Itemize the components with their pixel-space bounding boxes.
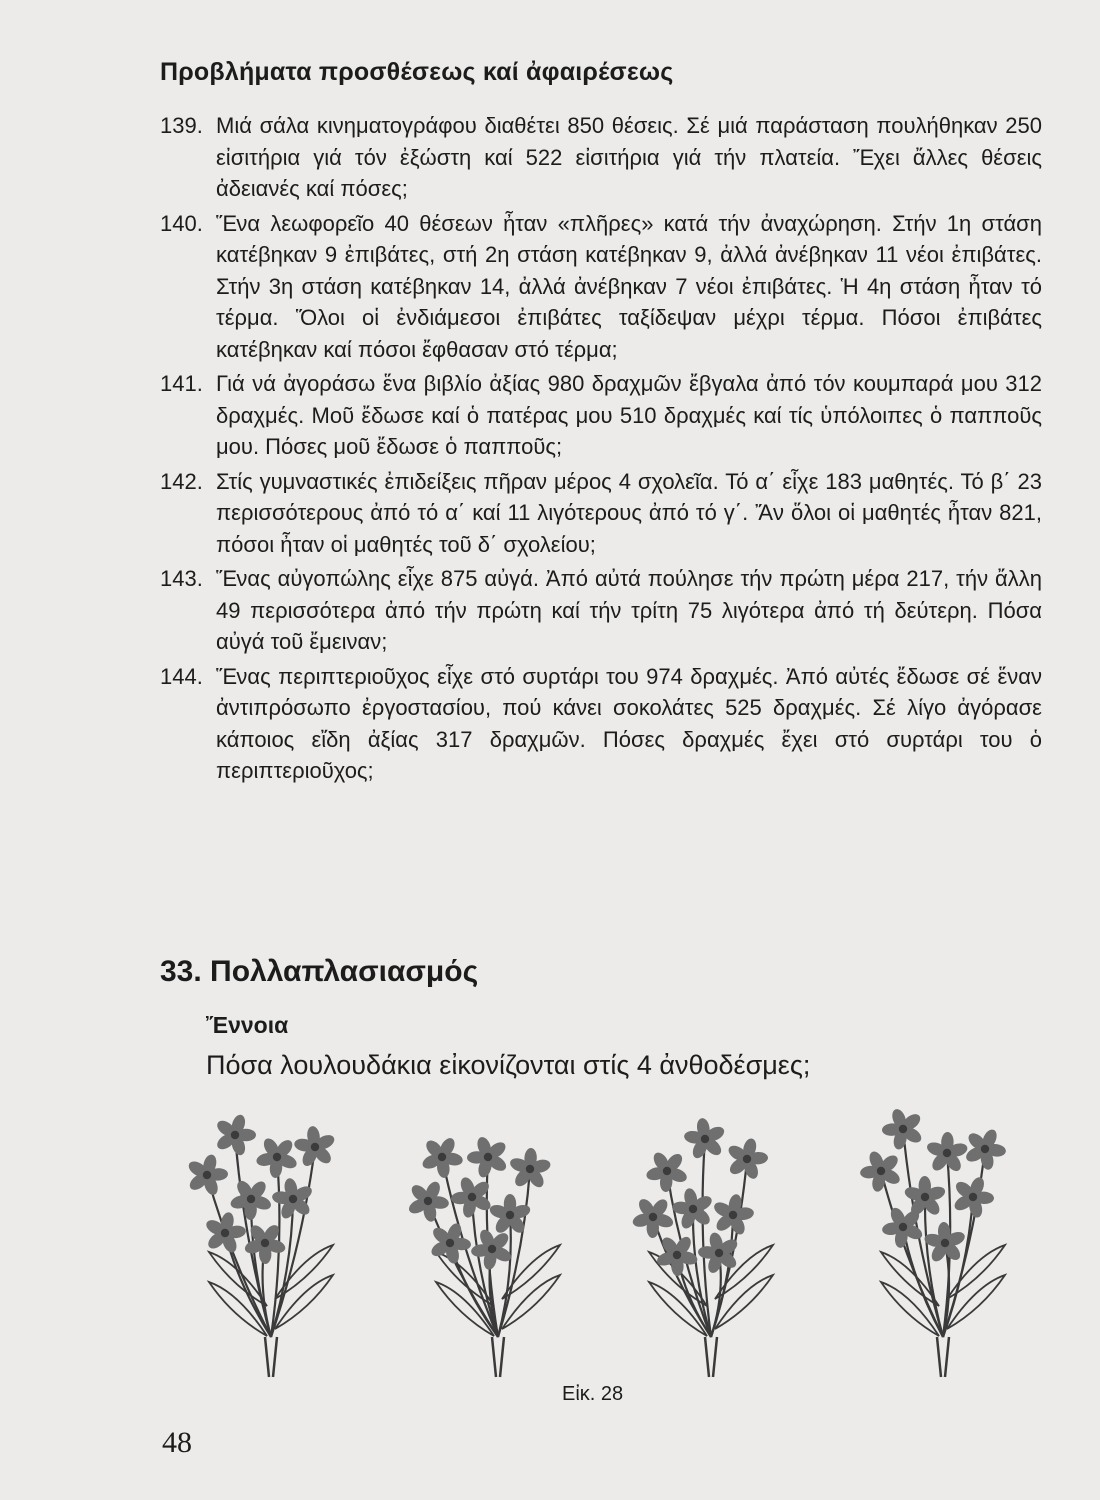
flower-center <box>526 1165 534 1173</box>
concept-label: Ἔννοια <box>206 1012 289 1038</box>
flower-center <box>289 1195 297 1203</box>
flower <box>860 1149 903 1193</box>
flower <box>214 1113 256 1157</box>
flower-center <box>649 1213 657 1221</box>
flower-center <box>899 1223 907 1231</box>
flower <box>631 1196 675 1238</box>
flower-center <box>663 1167 671 1175</box>
problem-number: 143. <box>160 566 203 591</box>
flower <box>229 1178 273 1220</box>
flower-center <box>673 1251 681 1259</box>
figure-caption: Εἰκ. 28 <box>562 1383 624 1405</box>
flower <box>726 1137 768 1181</box>
flower-bouquets-figure <box>165 1105 1025 1385</box>
leaf <box>502 1275 560 1329</box>
flower-center <box>943 1149 951 1157</box>
bouquet-handle <box>492 1337 504 1377</box>
flower-center <box>729 1211 737 1219</box>
problem-item <box>160 368 1042 463</box>
flower-center <box>921 1193 929 1201</box>
flower-center <box>689 1205 697 1213</box>
flower <box>645 1150 689 1192</box>
flower-center <box>899 1125 907 1133</box>
flower <box>964 1127 1007 1170</box>
bouquet-handle <box>705 1337 717 1377</box>
flower-center <box>231 1131 239 1139</box>
problem-item <box>160 661 1042 787</box>
flower-center <box>981 1145 989 1153</box>
flower-center <box>468 1193 476 1201</box>
flower <box>467 1135 509 1179</box>
leaf <box>715 1275 773 1329</box>
flower <box>470 1227 513 1270</box>
flower <box>204 1211 247 1255</box>
flower-center <box>743 1155 751 1163</box>
section-title: Προβλήματα προσθέσεως καί ἀφαιρέσεως <box>160 58 674 86</box>
question-text: Πόσα λουλουδάκια εἰκονίζονται στίς 4 ἀνθοδέσμες; <box>206 1050 811 1080</box>
problem-list <box>160 110 1042 790</box>
problem-text: Μιά σάλα κινηματογράφου διαθέτει 850 θέσεις. Σέ μιά παράσταση πουλήθηκαν 250 εἰσιτήρια γιά τόν ἐξώστη καί 522 εἰσιτήρια γιά τήν πλατεία. Ἔχει ἄλλες θέσεις ἀδειανές καί πόσες; <box>216 113 1042 201</box>
problem-number: 141. <box>160 371 203 396</box>
flower-center <box>311 1143 319 1151</box>
problem-number: 140. <box>160 210 203 236</box>
flower-center <box>941 1239 949 1247</box>
flower-center <box>488 1245 496 1253</box>
flower-center <box>203 1171 211 1179</box>
flower <box>882 1107 924 1151</box>
flower-center <box>247 1195 255 1203</box>
flower <box>429 1221 472 1265</box>
leaf <box>947 1275 1005 1329</box>
leaf <box>649 1282 707 1336</box>
flower <box>923 1222 967 1264</box>
flower-center <box>446 1239 454 1247</box>
bouquet-illustration <box>380 1105 590 1385</box>
flower-center <box>261 1239 269 1247</box>
flower <box>508 1148 552 1190</box>
problem-number: 139. <box>160 113 203 138</box>
problem-text: Στίς γυμναστικές ἐπιδείξεις πῆραν μέρος 4 σχολεῖα. Τό α΄ εἶχε 183 μαθητές. Τό β΄ 23 περισσότερους ἀπό τό α΄ καί 11 λιγότερους ἀπό τό γ΄. Ἄν ὅλοι οἱ μαθητές ἦταν 821, πόσοι ἦταν οἱ μαθητές τοῦ δ΄ σχολείου; <box>216 468 1042 557</box>
flower-center <box>484 1153 492 1161</box>
flower-center <box>969 1193 977 1201</box>
bouquet-illustration <box>165 1105 375 1385</box>
flower <box>186 1153 228 1197</box>
bouquet-handle <box>937 1337 949 1377</box>
flower <box>952 1175 994 1219</box>
problem-text: Γιά νά ἀγοράσω ἕνα βιβλίο ἀξίας 980 δραχμῶν ἔβγαλα ἀπό τόν κουμπαρά μου 312 δραχμές. Μοῦ ἔδωσε καί ὁ πατέρας μου 510 δραχμές καί τίς ὑπόλοιπες ὁ παπποῦς μου. Πόσες μοῦ ἔδωσε ὁ παπποῦς; <box>216 371 1042 459</box>
problem-item <box>160 466 1042 561</box>
flower <box>255 1136 299 1179</box>
flower <box>420 1136 463 1179</box>
bouquet-illustration <box>605 1105 815 1385</box>
flower <box>407 1179 450 1222</box>
bouquet-handle <box>265 1337 277 1377</box>
flower-center <box>715 1249 723 1257</box>
problem-text: Ἕνας περιπτεριοῦχος εἶχε στό συρτάρι του 974 δραχμές. Ἀπό αὐτές ἔδωσε σέ ἕναν ἀντιπρόσωπο ἐργοστασίου, πού κάνει σοκολάτες 525 δραχμές. Σέ λίγο ἀγόρασε κάποιος εἴδη ἀξίας 317 δραχμῶν. Πόσες δραχμές ἔχει στό συρτάρι του ὁ περιπτεριοῦχος; <box>216 663 1042 783</box>
flower-center <box>221 1229 229 1237</box>
problem-number: 142. <box>160 468 203 494</box>
flower-center <box>877 1167 885 1175</box>
flower-center <box>424 1197 432 1205</box>
problem-text: Ἕνα λεωφορεῖο 40 θέσεων ἦταν «πλῆρες» κατά τήν ἀναχώρηση. Στήν 1η στάση κατέβηκαν 9 ἐπιβάτες, στή 2η στάση κατέβηκαν 9, ἀλλά ἀνέβηκαν 11 νέοι ἐπιβάτες. Στήν 3η στάση κατέβηκαν 14, ἀλλά ἀνέβηκαν 7 νέοι ἐπιβάτες. Ἡ 4η στάση ἦταν τό τέρμα. Ὅλοι οἱ ἐνδιάμεσοι ἐπιβάτες ταξίδεψαν μέχρι τέρμα. Πόσοι ἐπιβάτες κατέβηκαν καί πόσοι ἔφθασαν στό τέρμα; <box>216 210 1042 362</box>
page-number: 48 <box>162 1426 192 1459</box>
bouquet-illustration <box>825 1105 1035 1385</box>
flower <box>293 1125 336 1168</box>
flower-center <box>273 1153 281 1161</box>
flower-center <box>701 1135 709 1143</box>
problem-number: 144. <box>160 663 203 689</box>
chapter-title: 33. Πολλαπλασιασμός <box>160 955 479 988</box>
problem-item <box>160 563 1042 658</box>
problem-item <box>160 208 1042 366</box>
flower-center <box>506 1211 514 1219</box>
problem-item <box>160 110 1042 205</box>
problem-text: Ἕνας αὐγοπώλης εἶχε 875 αὐγά. Ἀπό αὐτά πούλησε τήν πρώτη μέρα 217, τήν ἄλλη 49 περισσότερα ἀπό τήν πρώτη καί τήν τρίτη 75 λιγότερα ἀπό τή δεύτερη. Πόσα αὐγά τοῦ ἔμειναν; <box>216 566 1042 654</box>
flower-center <box>438 1153 446 1161</box>
